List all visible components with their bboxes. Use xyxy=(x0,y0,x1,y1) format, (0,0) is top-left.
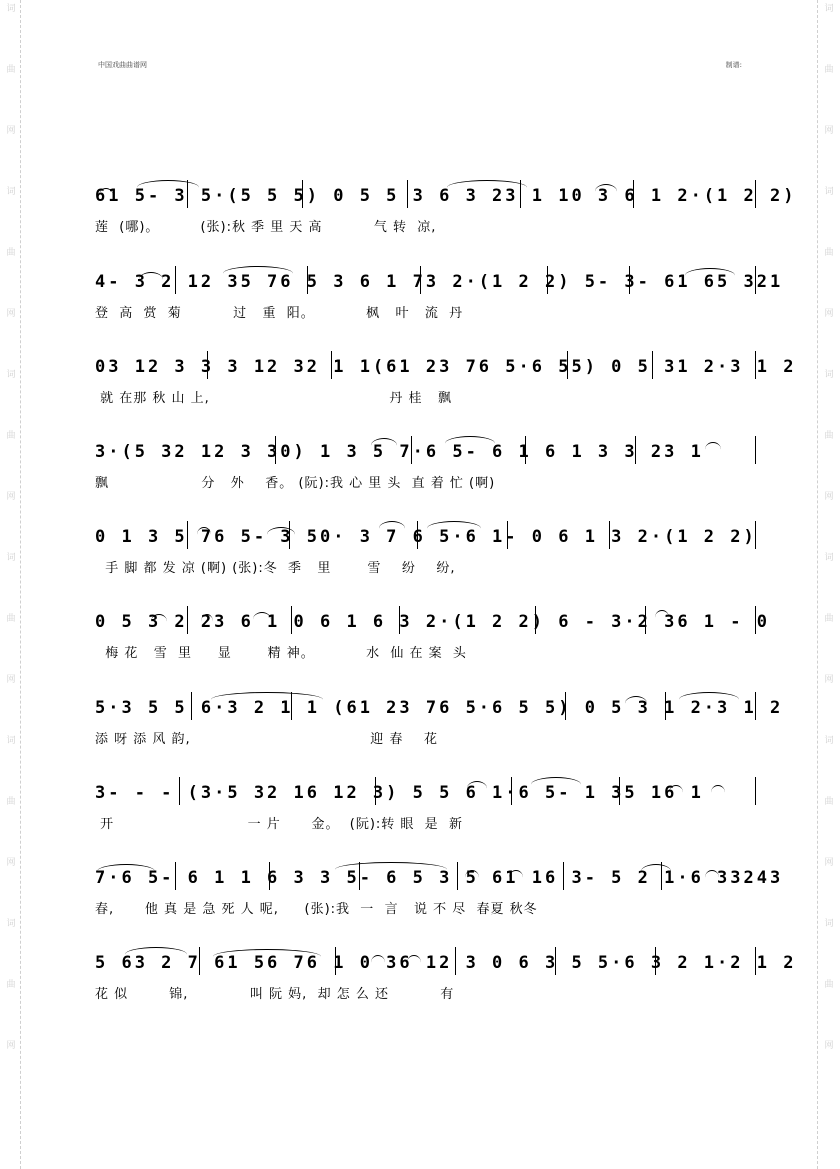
barline xyxy=(420,266,421,294)
lyrics-line: 飘 分 外 香。 (阮):我 心 里 头 直 着 忙 (啊) xyxy=(95,476,496,491)
watermark-glyph: 网 xyxy=(6,1041,16,1051)
watermark-glyph: 网 xyxy=(824,126,834,136)
barline xyxy=(565,692,566,720)
notation-line xyxy=(95,945,797,977)
slur xyxy=(253,612,271,627)
barline xyxy=(652,351,653,379)
barline xyxy=(179,777,180,805)
barline xyxy=(291,606,292,634)
watermark-glyph: 曲 xyxy=(824,614,834,624)
watermark-glyph: 曲 xyxy=(6,65,16,75)
watermark-glyph: 曲 xyxy=(6,614,16,624)
system-1 xyxy=(95,178,797,248)
lyrics-line: 添 呀 添 风 韵, 迎 春 花 xyxy=(95,732,438,747)
jianpu-notes: 61 5- 3 5·(5 5 5) 0 5 5 3 6 3 23 1 10 3 6 1 2·(1 2 2) xyxy=(95,186,797,206)
system-6 xyxy=(95,604,770,674)
barline xyxy=(755,351,756,379)
barline xyxy=(629,266,630,294)
barline xyxy=(755,947,756,975)
slur xyxy=(447,180,527,195)
watermark-glyph: 曲 xyxy=(824,797,834,807)
system-10 xyxy=(95,945,797,1015)
barline xyxy=(567,351,568,379)
slur xyxy=(407,955,421,970)
watermark-glyph: 词 xyxy=(6,736,16,746)
slur xyxy=(655,610,669,625)
slur xyxy=(267,527,295,542)
jianpu-notes: 0 5 3 2 23 6 1 0 6 1 6 3 2·(1 2 2) 6 - 3·2 36 1 - 0 xyxy=(95,612,770,632)
barline xyxy=(635,436,636,464)
notation-line xyxy=(95,178,797,210)
jianpu-notes: 5·3 5 5 6·3 2 1 1 (61 23 76 5·6 5 5) 0 5 3 1 2·3 1 2 xyxy=(95,698,784,718)
barline xyxy=(175,266,176,294)
watermark-glyph: 曲 xyxy=(6,797,16,807)
watermark-glyph: 网 xyxy=(6,675,16,685)
barline xyxy=(755,606,756,634)
notation-line xyxy=(95,349,797,381)
slur xyxy=(151,614,167,629)
watermark-glyph: 网 xyxy=(6,858,16,868)
watermark-glyph: 曲 xyxy=(6,980,16,990)
watermark-glyph: 词 xyxy=(6,370,16,380)
watermark-glyph: 词 xyxy=(6,187,16,197)
slur xyxy=(125,947,187,962)
jianpu-notes: 0 1 3 5 76 5- 3 50· 3 7 6 5·6 1- 0 6 1 3 2·(1 2 2) xyxy=(95,527,757,547)
lyrics-line: 花 似 锦, 叫 阮 妈, 却 怎 么 还 有 xyxy=(95,987,455,1002)
watermark-glyph: 词 xyxy=(824,4,834,14)
slur xyxy=(139,272,163,287)
watermark-glyph: 网 xyxy=(824,858,834,868)
slur xyxy=(335,862,447,877)
slur xyxy=(211,692,323,707)
jianpu-notes: 4- 3 2 12 35 76 5 3 6 1 73 2·(1 2 2) 5- 3- 61 65 321 xyxy=(95,272,784,292)
barline xyxy=(619,777,620,805)
barline xyxy=(275,436,276,464)
barline xyxy=(755,692,756,720)
barline xyxy=(507,521,508,549)
slur xyxy=(371,955,385,970)
right-dashed-border xyxy=(817,0,818,1169)
barline xyxy=(399,606,400,634)
slur xyxy=(197,527,211,542)
header-credit: 制谱: xyxy=(725,61,742,69)
watermark-glyph: 词 xyxy=(824,187,834,197)
barline xyxy=(302,180,303,208)
watermark-glyph: 词 xyxy=(824,736,834,746)
slur xyxy=(711,785,725,800)
slur xyxy=(379,521,405,536)
lyrics-line: 莲 (哪)。 (张):秋 季 里 天 高 气 转 凉, xyxy=(95,220,437,235)
barline xyxy=(633,180,634,208)
watermark-glyph: 网 xyxy=(6,126,16,136)
lyrics-line: 梅 花 雪 里 显 精 神。 水 仙 在 案 头 xyxy=(95,646,467,661)
barline xyxy=(417,521,418,549)
watermark-glyph: 网 xyxy=(824,492,834,502)
notation-line xyxy=(95,519,758,551)
left-dashed-border xyxy=(20,0,21,1169)
lyrics-line: 就 在那 秋 山 上, 丹 桂 飘 xyxy=(95,391,452,406)
slur xyxy=(223,266,293,281)
watermark-glyph: 曲 xyxy=(824,65,834,75)
barline xyxy=(307,266,308,294)
jianpu-notes: 7·6 5- 6 1 1 6 3 3 5- 6 5 3 5 61 16 3- 5 2 1·6 33243 xyxy=(95,868,784,888)
notation-line xyxy=(95,860,784,892)
barline xyxy=(665,692,666,720)
slur xyxy=(641,864,671,879)
header-site-name: 中国戏曲曲谱网 xyxy=(98,61,147,69)
barline xyxy=(455,947,456,975)
notation-line xyxy=(95,434,758,466)
watermark-glyph: 网 xyxy=(824,1041,834,1051)
barline xyxy=(645,606,646,634)
slur xyxy=(97,864,155,879)
watermark-glyph: 曲 xyxy=(824,980,834,990)
lyrics-line: 登 高 赏 菊 过 重 阳。 枫 叶 流 丹 xyxy=(95,306,464,321)
slur xyxy=(595,184,617,199)
system-4 xyxy=(95,434,758,504)
slur xyxy=(371,438,397,453)
barline xyxy=(331,351,332,379)
barline xyxy=(755,266,756,294)
slur xyxy=(705,442,721,457)
notation-line xyxy=(95,264,784,296)
slur xyxy=(669,785,683,800)
barline xyxy=(563,862,564,890)
watermark-glyph: 词 xyxy=(6,553,16,563)
watermark-glyph: 网 xyxy=(6,492,16,502)
barline xyxy=(411,436,412,464)
barline xyxy=(555,947,556,975)
slur xyxy=(445,436,495,451)
system-7 xyxy=(95,690,784,760)
barline xyxy=(457,862,458,890)
barline xyxy=(525,436,526,464)
slur xyxy=(685,268,735,283)
slur xyxy=(531,777,581,792)
slur xyxy=(427,521,481,536)
system-2 xyxy=(95,264,784,334)
slur xyxy=(99,188,113,203)
watermark-glyph: 网 xyxy=(6,309,16,319)
barline xyxy=(375,777,376,805)
slur xyxy=(625,696,647,711)
barline xyxy=(407,180,408,208)
barline xyxy=(535,606,536,634)
barline xyxy=(755,436,756,464)
notation-line xyxy=(95,690,784,722)
notation-line xyxy=(95,604,770,636)
barline xyxy=(755,521,756,549)
watermark-glyph: 曲 xyxy=(6,248,16,258)
slur xyxy=(201,614,213,629)
watermark-glyph: 网 xyxy=(824,309,834,319)
slur xyxy=(509,870,523,885)
watermark-glyph: 词 xyxy=(824,553,834,563)
watermark-glyph: 词 xyxy=(824,919,834,929)
watermark-glyph: 曲 xyxy=(6,431,16,441)
barline xyxy=(199,947,200,975)
watermark-glyph: 网 xyxy=(824,675,834,685)
watermark-glyph: 词 xyxy=(6,919,16,929)
lyrics-line: 开 一 片 金。 (阮):转 眼 是 新 xyxy=(95,817,463,832)
barline xyxy=(187,521,188,549)
notation-line xyxy=(95,775,758,807)
system-3 xyxy=(95,349,797,419)
barline xyxy=(175,862,176,890)
slur xyxy=(679,692,739,707)
barline xyxy=(547,266,548,294)
jianpu-notes: 3·(5 32 12 3 30) 1 3 5 7·6 5- 6 1 6 1 3 3 23 1 xyxy=(95,442,704,462)
slur xyxy=(705,870,719,885)
watermark-glyph: 曲 xyxy=(824,431,834,441)
slur xyxy=(213,949,321,964)
barline xyxy=(755,777,756,805)
jianpu-notes: 5 63 2 7 61 56 76 1 0 36 12 3 0 6 3 5 5·6 3 2 1·2 1 2 xyxy=(95,953,797,973)
system-8 xyxy=(95,775,758,845)
lyrics-line: 春, 他 真 是 急 死 人 呢, (张):我 一 言 说 不 尽 春夏 秋冬 xyxy=(95,902,538,917)
barline xyxy=(191,692,192,720)
barline xyxy=(335,947,336,975)
lyrics-line: 手 脚 都 发 凉 (啊) (张):冬 季 里 雪 纷 纷, xyxy=(95,561,456,576)
barline xyxy=(655,947,656,975)
barline xyxy=(755,180,756,208)
watermark-glyph: 词 xyxy=(824,370,834,380)
system-9 xyxy=(95,860,784,930)
slur xyxy=(467,781,487,796)
barline xyxy=(187,606,188,634)
system-5 xyxy=(95,519,758,589)
barline xyxy=(511,777,512,805)
watermark-glyph: 曲 xyxy=(824,248,834,258)
jianpu-notes: 03 12 3 3 3 12 32 1 1(61 23 76 5·6 55) 0 5 31 2·3 1 2 xyxy=(95,357,797,377)
barline xyxy=(207,351,208,379)
slur xyxy=(465,870,479,885)
barline xyxy=(609,521,610,549)
slur xyxy=(137,180,199,195)
barline xyxy=(269,862,270,890)
watermark-glyph: 词 xyxy=(6,4,16,14)
jianpu-notes: 3- - - (3·5 32 16 12 3) 5 5 6 1·6 5- 1 35 16 1 xyxy=(95,783,704,803)
